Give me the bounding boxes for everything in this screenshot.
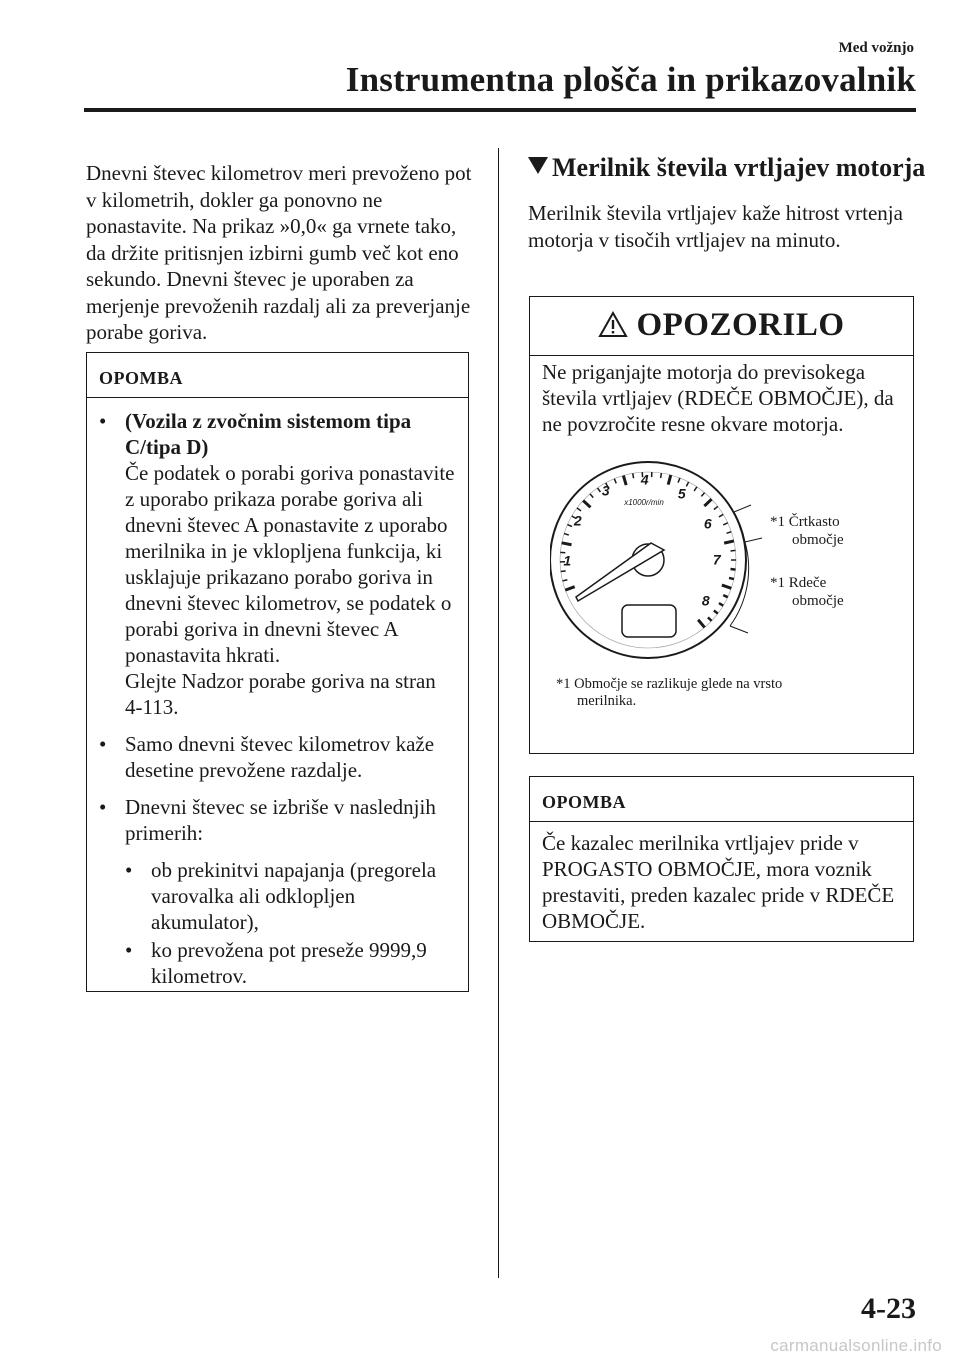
section-label: Med vožnjo — [838, 40, 914, 56]
gauge-number-6: 6 — [703, 515, 712, 532]
gauge-minor-tick — [633, 473, 634, 478]
gauge-display-window — [622, 605, 676, 637]
gauge-footnote: *1 Območje se razlikuje glede na vrsto — [556, 676, 783, 692]
note-body-text: Če kazalec merilnika vrtljajev pride v PROGASTO OBMOČJE, mora voznik prestaviti, preden kazalec pride v RDEČE OBMOČJE. — [542, 831, 895, 933]
note-heading: OPOMBA — [530, 777, 913, 822]
tachometer-intro: Merilnik števila vrtljajev kaže hitrost vrtenja motorja v tisočih vrtljajev na minuto. — [528, 201, 903, 252]
gauge-unit-label: x1000r/min — [624, 498, 664, 507]
bullet-dot: • — [125, 858, 133, 882]
note-heading: OPOMBA — [87, 353, 468, 398]
subbullet-1-text: ob prekinitvi napajanja (pregorela varovalka ali odklopljen akumulator), — [151, 858, 437, 934]
bullet-dot: • — [99, 732, 107, 756]
page-title: Instrumentna plošča in prikazovalnik — [345, 60, 916, 99]
section-heading — [528, 153, 925, 183]
gauge-number-1: 1 — [563, 552, 572, 569]
column-divider — [498, 148, 499, 1278]
gauge-number-5: 5 — [677, 485, 686, 502]
page-number: 4-23 — [861, 1292, 916, 1325]
gauge-minor-tick — [661, 473, 662, 478]
note-subbullet-2 — [99, 937, 456, 989]
bullet-3-text: Dnevni števec se izbriše v naslednjih primerih: — [125, 795, 436, 845]
gauge-minor-tick — [731, 550, 736, 551]
callout-red-label: *1 Rdeče — [770, 575, 827, 591]
warning-triangle-icon — [598, 311, 628, 338]
note-bullet-1 — [99, 408, 456, 720]
tachometer-illustration — [550, 455, 895, 717]
gauge-minor-tick — [731, 569, 736, 570]
note-body — [87, 398, 468, 989]
bullet-dot: • — [125, 938, 133, 962]
bullet-dot: • — [99, 795, 107, 819]
warning-heading — [530, 297, 913, 356]
gauge-number-8: 8 — [701, 592, 710, 609]
gauge-number-4: 4 — [640, 471, 649, 488]
section-heading-text: Merilnik števila vrtljajev motorja — [552, 153, 926, 182]
bullet-1-text: Če podatek o porabi goriva ponastavite z uporabo prikaza porabe goriva ali dnevni števec A ponastavite z uporabo merilnika in je vklopljena funkcija, ki usklajuje prikazano porabo goriva in dnevni števec kilometrov, se podatek o porabi goriva in dnevni števec A ponastavita hkrati. — [125, 461, 455, 667]
note-subbullet-1 — [99, 857, 456, 935]
subbullet-2-text: ko prevožena pot preseže 9999,9 kilometrov. — [151, 938, 427, 988]
gauge-major-tick — [562, 543, 572, 545]
triangle-bullet-icon — [528, 157, 548, 174]
gauge-minor-tick — [561, 571, 566, 572]
note-box-left — [86, 352, 469, 992]
gauge-major-tick — [724, 541, 734, 543]
callout-dashed-label: *1 Črtkasto — [770, 514, 840, 530]
note-box-right — [529, 776, 914, 942]
warning-box — [529, 296, 914, 754]
footer-watermark: carmanualsonline.info — [770, 1336, 942, 1355]
bullet-1-reference: Glejte Nadzor porabe goriva na stran 4-113. — [125, 669, 436, 719]
callout-dashed-label-2: območje — [792, 532, 844, 548]
gauge-minor-tick — [729, 578, 734, 579]
bullet-2-text: Samo dnevni števec kilometrov kaže desetine prevožene razdalje. — [125, 732, 435, 782]
bullet-1-bold: (Vozila z zvočnim sistemom tipa C/tipa D) — [125, 409, 412, 459]
gauge-number-7: 7 — [712, 551, 721, 568]
warning-text: Ne priganjajte motorja do previsokega števila vrtljajev (RDEČE OBMOČJE), da ne povzročite resne okvare motorja. — [542, 360, 894, 436]
title-rule — [84, 108, 916, 112]
intro-paragraph: Dnevni števec kilometrov meri prevoženo pot v kilometrih, dokler ga ponovno ne ponastavite. Na prikaz »0,0« ga vrnete tako, da držite pritisnjen izbirni gumb več kot eno sekundo. Dnevni števec je uporaben za merjenje prevoženih razdalj ali za preverjanje porabe goriva. — [86, 161, 472, 344]
callout-red-label-2: območje — [792, 593, 844, 609]
gauge-footnote-2: merilnika. — [577, 693, 637, 709]
note-bullet-2 — [99, 731, 456, 783]
warning-heading-text: OPOZORILO — [636, 307, 845, 343]
note-bullet-3 — [99, 794, 456, 846]
bullet-dot: • — [99, 409, 107, 433]
gauge-number-2: 2 — [573, 512, 582, 529]
gauge-number-3: 3 — [601, 482, 610, 499]
